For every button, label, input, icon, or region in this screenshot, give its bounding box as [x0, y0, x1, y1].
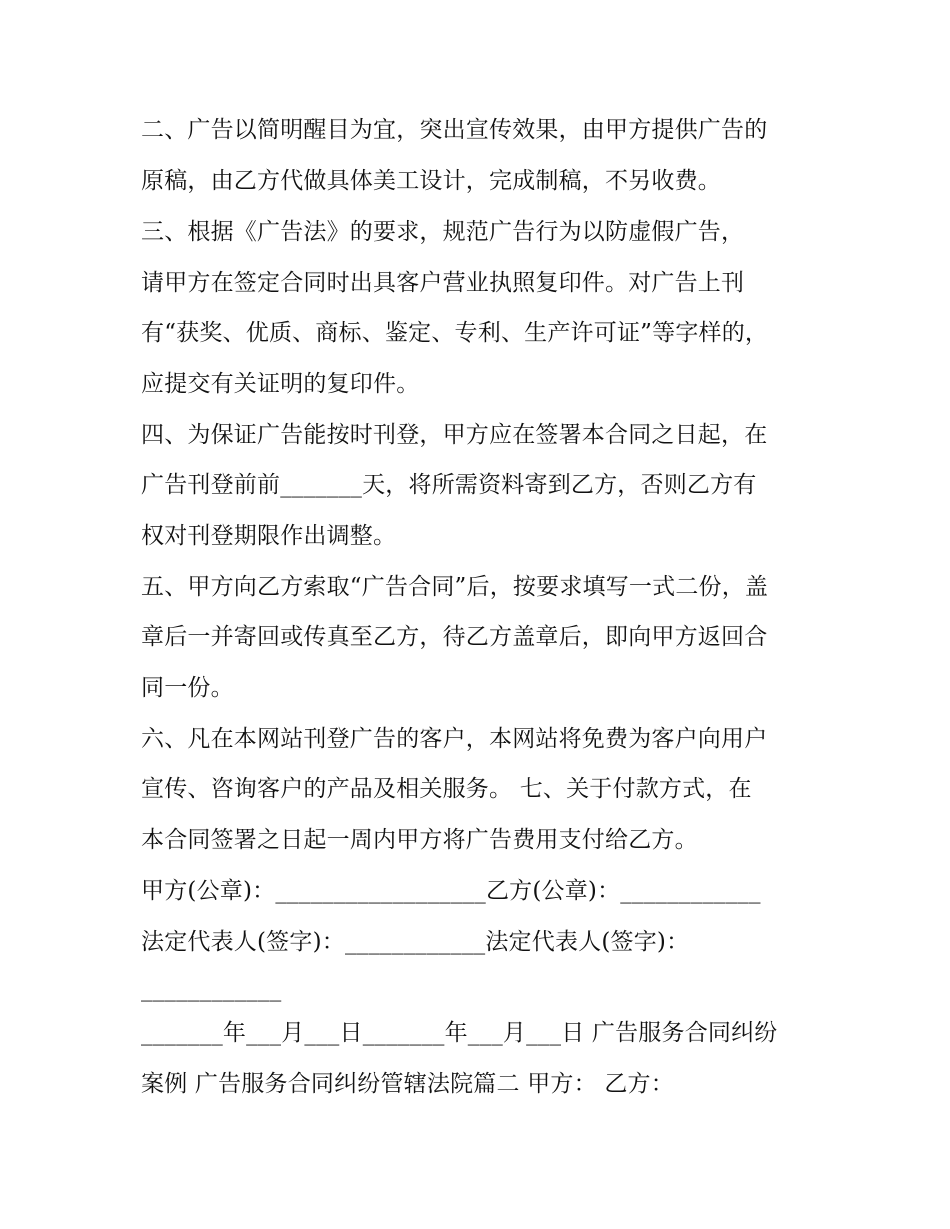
text-line: 二、广告以简明醒目为宜，突出宣传效果，由甲方提供广告的: [141, 117, 768, 143]
text-line: 有“获奖、优质、商标、鉴定、专利、生产许可证”等字样的，: [141, 320, 769, 346]
text-line: 请甲方在签定合同时出具客户营业执照复印件。对广告上刊: [141, 270, 745, 296]
text-line: 五、甲方向乙方索取“广告合同”后，按要求填写一式二份，盖: [141, 574, 769, 600]
text-line: 六、凡在本网站刊登广告的客户，本网站将免费为客户向用户: [141, 726, 768, 752]
text-line: 案例 广告服务合同纠纷管辖法院篇二 甲方： 乙方：: [141, 1071, 674, 1097]
date-line: _______年___月___日_______年___月___日 广告服务合同纠纷: [141, 1020, 778, 1046]
text-line: 应提交有关证明的复印件。: [141, 371, 420, 397]
text-line: 本合同签署之日起一周内甲方将广告费用支付给乙方。: [141, 827, 698, 853]
signature-line: 甲方(公章)：__________________乙方(公章)：____________: [141, 878, 761, 904]
text-line: 宣传、咨询客户的产品及相关服务。 七、关于付款方式，在: [141, 776, 752, 802]
text-line: 权对刊登期限作出调整。: [141, 523, 397, 549]
signature-line: ____________: [141, 976, 282, 1002]
text-line: 原稿，由乙方代做具体美工设计，完成制稿，不另收费。: [141, 168, 721, 194]
text-line: 同一份。: [141, 675, 234, 701]
signature-line: 法定代表人(签字)：____________法定代表人(签字)：: [141, 929, 690, 955]
text-line: 广告刊登前前_______天，将所需资料寄到乙方，否则乙方有: [141, 472, 757, 498]
text-line: 四、为保证广告能按时刊登，甲方应在签署本合同之日起，在: [141, 422, 768, 448]
text-line: 三、根据《广告法》的要求，规范广告行为以防虚假广告，: [141, 219, 745, 245]
text-line: 章后一并寄回或传真至乙方，待乙方盖章后，即向甲方返回合: [141, 624, 768, 650]
